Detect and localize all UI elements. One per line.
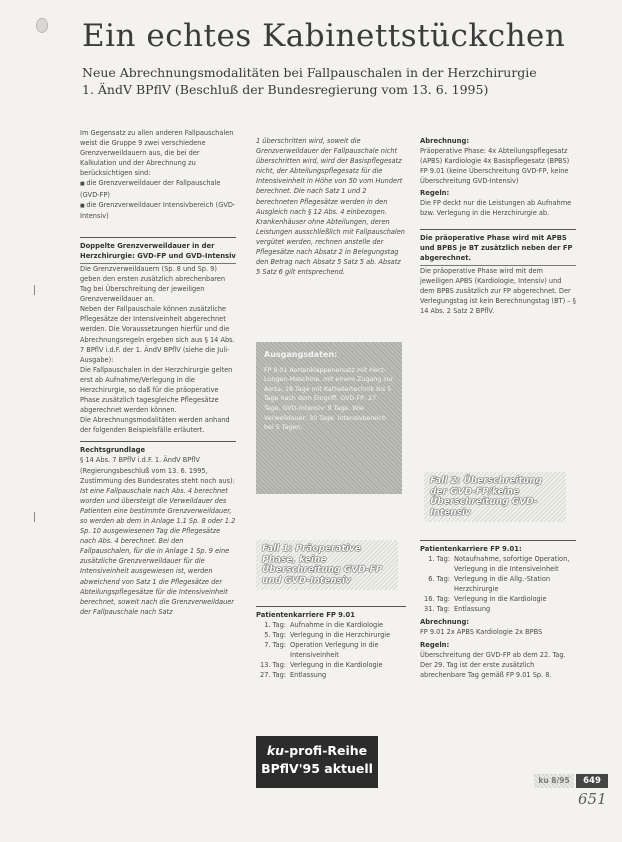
section-heading: Regeln:	[420, 189, 450, 198]
case-1-title: Fall 1: Präoperative Phase, keine Überschreitung GVD-FP und GVD-Intensiv	[256, 540, 398, 590]
article-title: Ein echtes Kabinettstückchen	[82, 18, 566, 54]
patient-career-table	[256, 620, 406, 680]
section-heading: Abrechnung:	[420, 618, 470, 626]
binder-mark	[34, 512, 41, 522]
body-paragraph: Die Grenzverweildauern (Sp. 8 und Sp. 9) geben den ersten zusätzlich abrechenbaren Tag bei Überschreitung der jeweiligen Grenzverweildauer an.	[80, 264, 226, 304]
section-rule	[80, 441, 236, 442]
subtitle-line-2: 1. ÄndV BPflV (Beschluß der Bundesregierung vom 13. 6. 1995)	[82, 82, 489, 97]
source-data-box	[256, 342, 402, 494]
body-paragraph: FP 9.01 2x APBS Kardiologie 2x BPBS	[420, 628, 543, 636]
table-row: 27. Tag: Entlassung	[260, 671, 327, 679]
legal-quote: Ist eine Fallpauschale nach Abs. 4 berechnet worden und übersteigt die Verweildauer des Patienten eine bestimmte Grenzverweildauer, so werden ab dem in Anlage 1.1 Sp. 8 oder 1.2 Sp. 10 ausgewiesenen Tag die Pflegesätze nach Abs. 4 berechnet. Bei den Fallpauschalen, für die in Anlage 1 Sp. 9 eine zusätzliche Grenzverweildauer für die Intensiveinheit ausgewiesen ist, werden abweichend von Satz 1 die Pflegesätze der Abteilungspflegesätze für die Intensiveinheit berechnet, soweit nach die Grenzverweildauer der Fallpauschale nach Satz	[80, 486, 236, 616]
section-heading: Regeln:	[420, 641, 450, 650]
series-promo-banner	[256, 736, 378, 788]
box-title: Ausgangsdaten:	[264, 350, 338, 359]
table-row: 16. Tag: Verlegung in die Kardiologie	[424, 595, 547, 603]
table-row: 1. Tag: Notaufnahme, sofortige Operation, Verlegung in die Intensiveinheit	[428, 555, 570, 573]
column-3	[420, 136, 576, 316]
body-paragraph: Neben der Fallpauschale können zusätzliche Pflegesätze der Intensiveinheit abgerechnet werden. Die Voraussetzungen hierfür und die Abrechnungsregeln ergeben sich aus § 14 Abs. 7 BPflV i.d.F. der 1. ÄndV BPflV (siehe die Juli-Ausgabe):	[80, 305, 235, 364]
patient-career-table	[420, 554, 576, 614]
legal-quote-continued: 1 überschritten wird, soweit die Grenzverweildauer der Fallpauschale nicht überschritten wird, wird der Basispflegesatz nicht, der Abteilungspflegesatz für die Intensiveinheit in Höhe von 50 vom Hundert berechnet. Die nach Satz 1 und 2 berechneten Pflegesätze werden in den Ausgleich nach § 12 Abs. 4 einbezogen. Krankenhäuser ohne Abteilungen, deren Leistungen ausschließlich mit Fallpauschalen vergütet werden, rechnen anstelle der Pflegesätze nach Absatz 2 in Belegungstag den Betrag nach Absatz 5 Satz 5 ab. Absatz 5 Satz 6 gilt entsprechend.	[256, 137, 405, 277]
patient-career-heading: Patientenkarriere FP 9.01:	[420, 545, 522, 553]
section-rule	[256, 606, 406, 607]
bullet-item: ■ die Grenzverweildauer der Fallpauschale (GVD-FP)	[80, 178, 236, 199]
section-rule	[420, 540, 576, 541]
column-2	[256, 136, 406, 277]
body-paragraph: Die Abrechnungsmodalitäten werden anhand der folgenden Beispielsfälle erläutert.	[80, 416, 230, 435]
table-row: 5. Tag: Verlegung in die Herzchirurgie	[264, 631, 391, 639]
section-rule	[420, 229, 576, 230]
body-paragraph: § 14 Abs. 7 BPflV i.d.F. 1. ÄndV BPflV (Regierungsbeschluß vom 13. 6. 1995, Zustimmung des Bundesrates steht noch aus):	[80, 456, 235, 485]
table-row: 31. Tag: Entlassung	[424, 605, 491, 613]
highlight-heading: Die präoperative Phase wird mit APBS und BPBS je BT zusätzlich neben der FP abgerechnet.	[420, 233, 576, 266]
table-row: 6. Tag: Verlegung in die Allg.-Station Herzchirurgie	[428, 575, 551, 593]
table-row: 1. Tag: Aufnahme in die Kardiologie	[264, 621, 384, 629]
journal-issue-label: ku 8/95	[534, 774, 574, 788]
subtitle-line-1: Neue Abrechnungsmodalitäten bei Fallpauschalen in der Herzchirurgie	[82, 65, 537, 80]
body-paragraph: Die Fallpauschalen in der Herzchirurgie gelten erst ab Aufnahme/Verlegung in die Herzchirurgie, so daß für die präoperative Phase zusätzlich tagesgleiche Pflegesätze abgerechnet werden können.	[80, 365, 233, 415]
case-2-title: Fall 2: Überschreitung der GVD-FP/keine Überschreitung GVD-Intensiv	[424, 472, 566, 522]
punch-hole	[36, 18, 48, 33]
body-paragraph: Die präoperative Phase wird mit dem jeweiligen APBS (Kardiologie, Intensiv) und dem BPBS zusätzlich zur FP abgerechnet. Der Verlegungstag ist kein Berechnungstag (BT) – § 14 Abs. 2 Satz 2 BPflV.	[420, 266, 576, 315]
body-paragraph: Die FP deckt nur die Leistungen ab Aufnahme bzw. Verlegung in die Herzchirurgie ab.	[420, 199, 572, 218]
section-rule	[80, 237, 236, 238]
column-1	[80, 128, 236, 617]
body-paragraph: Präoperative Phase: 4x Abteilungspflegesatz (APBS) Kardiologie 4x Basispflegesatz (BPBS) FP 9.01 (keine Überschreitung GVD-FP, keine Überschreitung GVD-Intensiv)	[420, 147, 570, 186]
handwritten-page-number: 651	[578, 790, 607, 808]
table-row: 7. Tag: Operation Verlegung in die Intensiveinheit	[264, 641, 379, 659]
section-heading: Rechtsgrundlage	[80, 446, 146, 455]
section-heading: Abrechnung:	[420, 137, 470, 145]
table-row: 13. Tag: Verlegung in die Kardiologie	[260, 661, 383, 669]
bullet-item: ■ die Grenzverweildauer Intensivbereich (GVD-Intensiv)	[80, 200, 236, 221]
article-subtitle	[82, 64, 602, 98]
body-paragraph: Überschreitung der GVD-FP ab dem 22. Tag. Der 29. Tag ist der erste zusätzlich abrechenbare Tag gemäß FP 9.01 Sp. 8.	[420, 651, 566, 680]
promo-line-2: BPflV'95 aktuell	[261, 761, 373, 776]
promo-prefix: ku	[266, 743, 285, 758]
box-text: FP 9.01 Aortenklappenersatz mit Herz-Lungen-Maschine, mit einem Zugang zur Aorta, 18 Tage mit Kathetertechnik bis 5 Tage nach dem Eingriff, GVD-FP: 27 Tage, GVD-Intensiv: 9 Tage. Wie Verweildauer: 30 Tage. Intensivbereich bei 5 Tagen.	[264, 366, 394, 432]
section-heading: Doppelte Grenzverweildauer in der Herzchirurgie: GVD-FP und GVD-Intensiv	[80, 241, 236, 264]
promo-line-1: -profi-Reihe	[284, 743, 368, 758]
case-2-details	[420, 540, 576, 680]
patient-career-heading: Patientenkarriere FP 9.01	[256, 611, 355, 619]
intro-paragraph: Im Gegensatz zu allen anderen Fallpauschalen weist die Gruppe 9 zwei verschiedene Grenzverweildauern aus, die bei der Kalkulation und der Abrechnung zu berücksichtigen sind:	[80, 129, 234, 178]
binder-mark	[34, 285, 41, 295]
page-number: 649	[576, 774, 608, 788]
case-1-details	[256, 606, 406, 680]
